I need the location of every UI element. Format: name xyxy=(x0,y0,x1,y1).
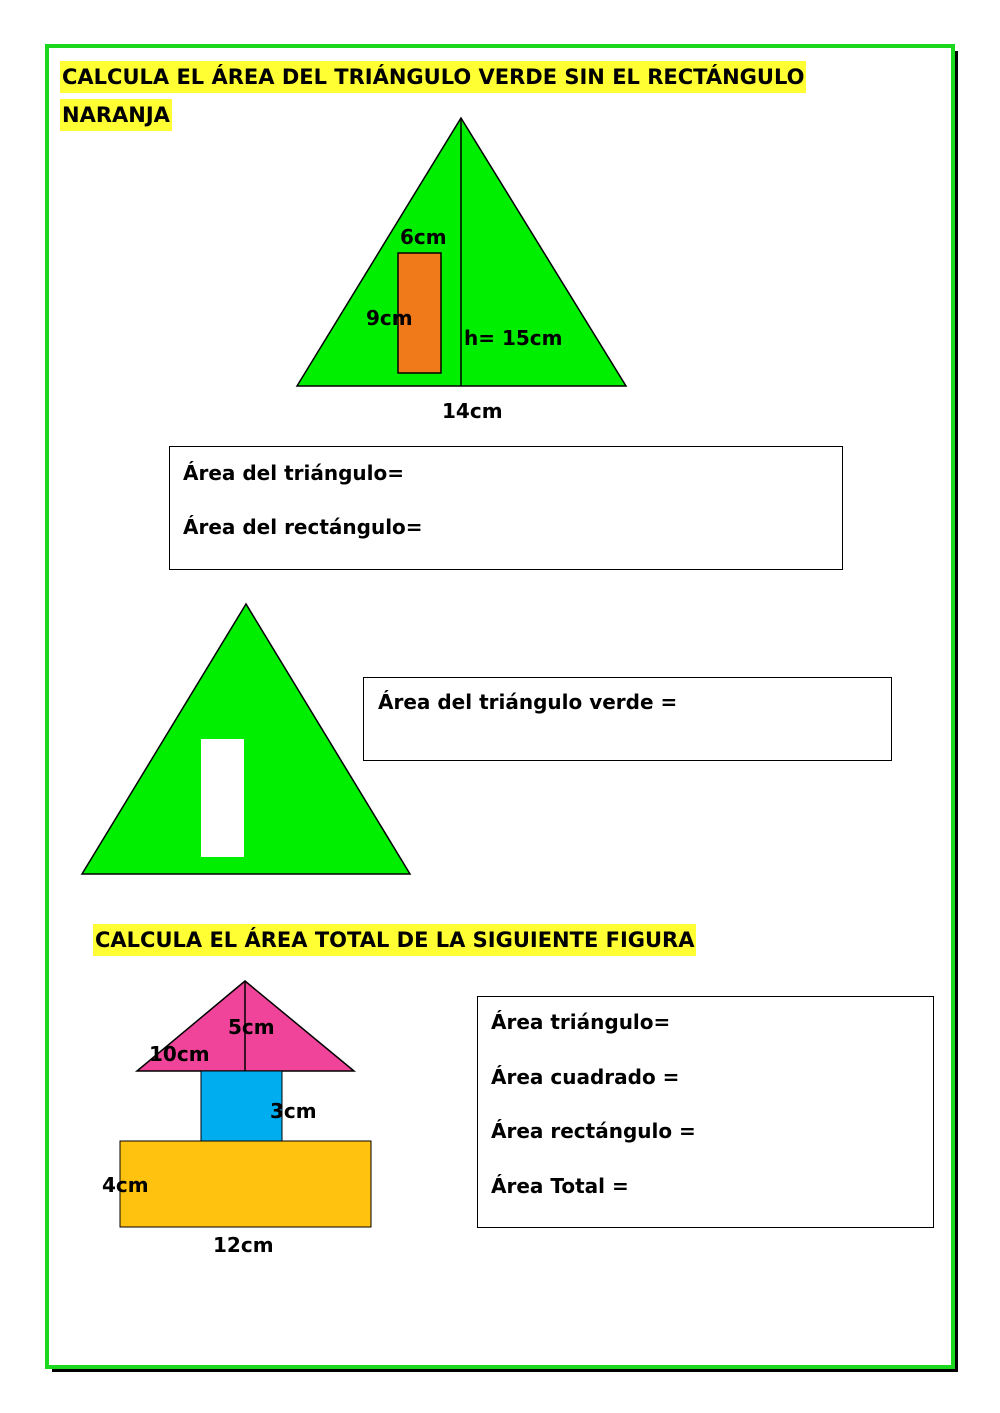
green-triangle-2 xyxy=(82,604,410,874)
white-rectangle xyxy=(201,739,244,857)
yellow-rectangle xyxy=(120,1141,371,1227)
answer-triangle: Área triángulo= xyxy=(491,1010,671,1034)
label-square-side: 3cm xyxy=(270,1099,317,1123)
answer-box-1 xyxy=(169,446,843,570)
label-tri-base: 10cm xyxy=(149,1042,210,1066)
answer-box-3 xyxy=(477,996,934,1228)
label-tri-height: 5cm xyxy=(228,1015,275,1039)
section1-title-line2: NARANJA xyxy=(60,99,172,131)
label-base: 14cm xyxy=(442,399,503,423)
label-rect-height-2: 4cm xyxy=(102,1173,149,1197)
answer-green-triangle-area: Área del triángulo verde = xyxy=(378,690,678,714)
section1-title-line1: CALCULA EL ÁREA DEL TRIÁNGULO VERDE SIN EL RECTÁNGULO xyxy=(60,61,806,93)
answer-rectangle: Área rectángulo = xyxy=(491,1119,696,1143)
answer-total: Área Total = xyxy=(491,1174,629,1198)
answer-square: Área cuadrado = xyxy=(491,1065,680,1089)
section2-title: CALCULA EL ÁREA TOTAL DE LA SIGUIENTE FIGURA xyxy=(93,924,696,956)
answer-rectangle-area: Área del rectángulo= xyxy=(183,515,423,539)
answer-box-2 xyxy=(363,677,892,761)
label-height: h= 15cm xyxy=(464,326,563,350)
label-rect-width: 6cm xyxy=(400,225,447,249)
answer-triangle-area: Área del triángulo= xyxy=(183,461,404,485)
label-rect-height: 9cm xyxy=(366,306,413,330)
label-rect-base-2: 12cm xyxy=(213,1233,274,1257)
